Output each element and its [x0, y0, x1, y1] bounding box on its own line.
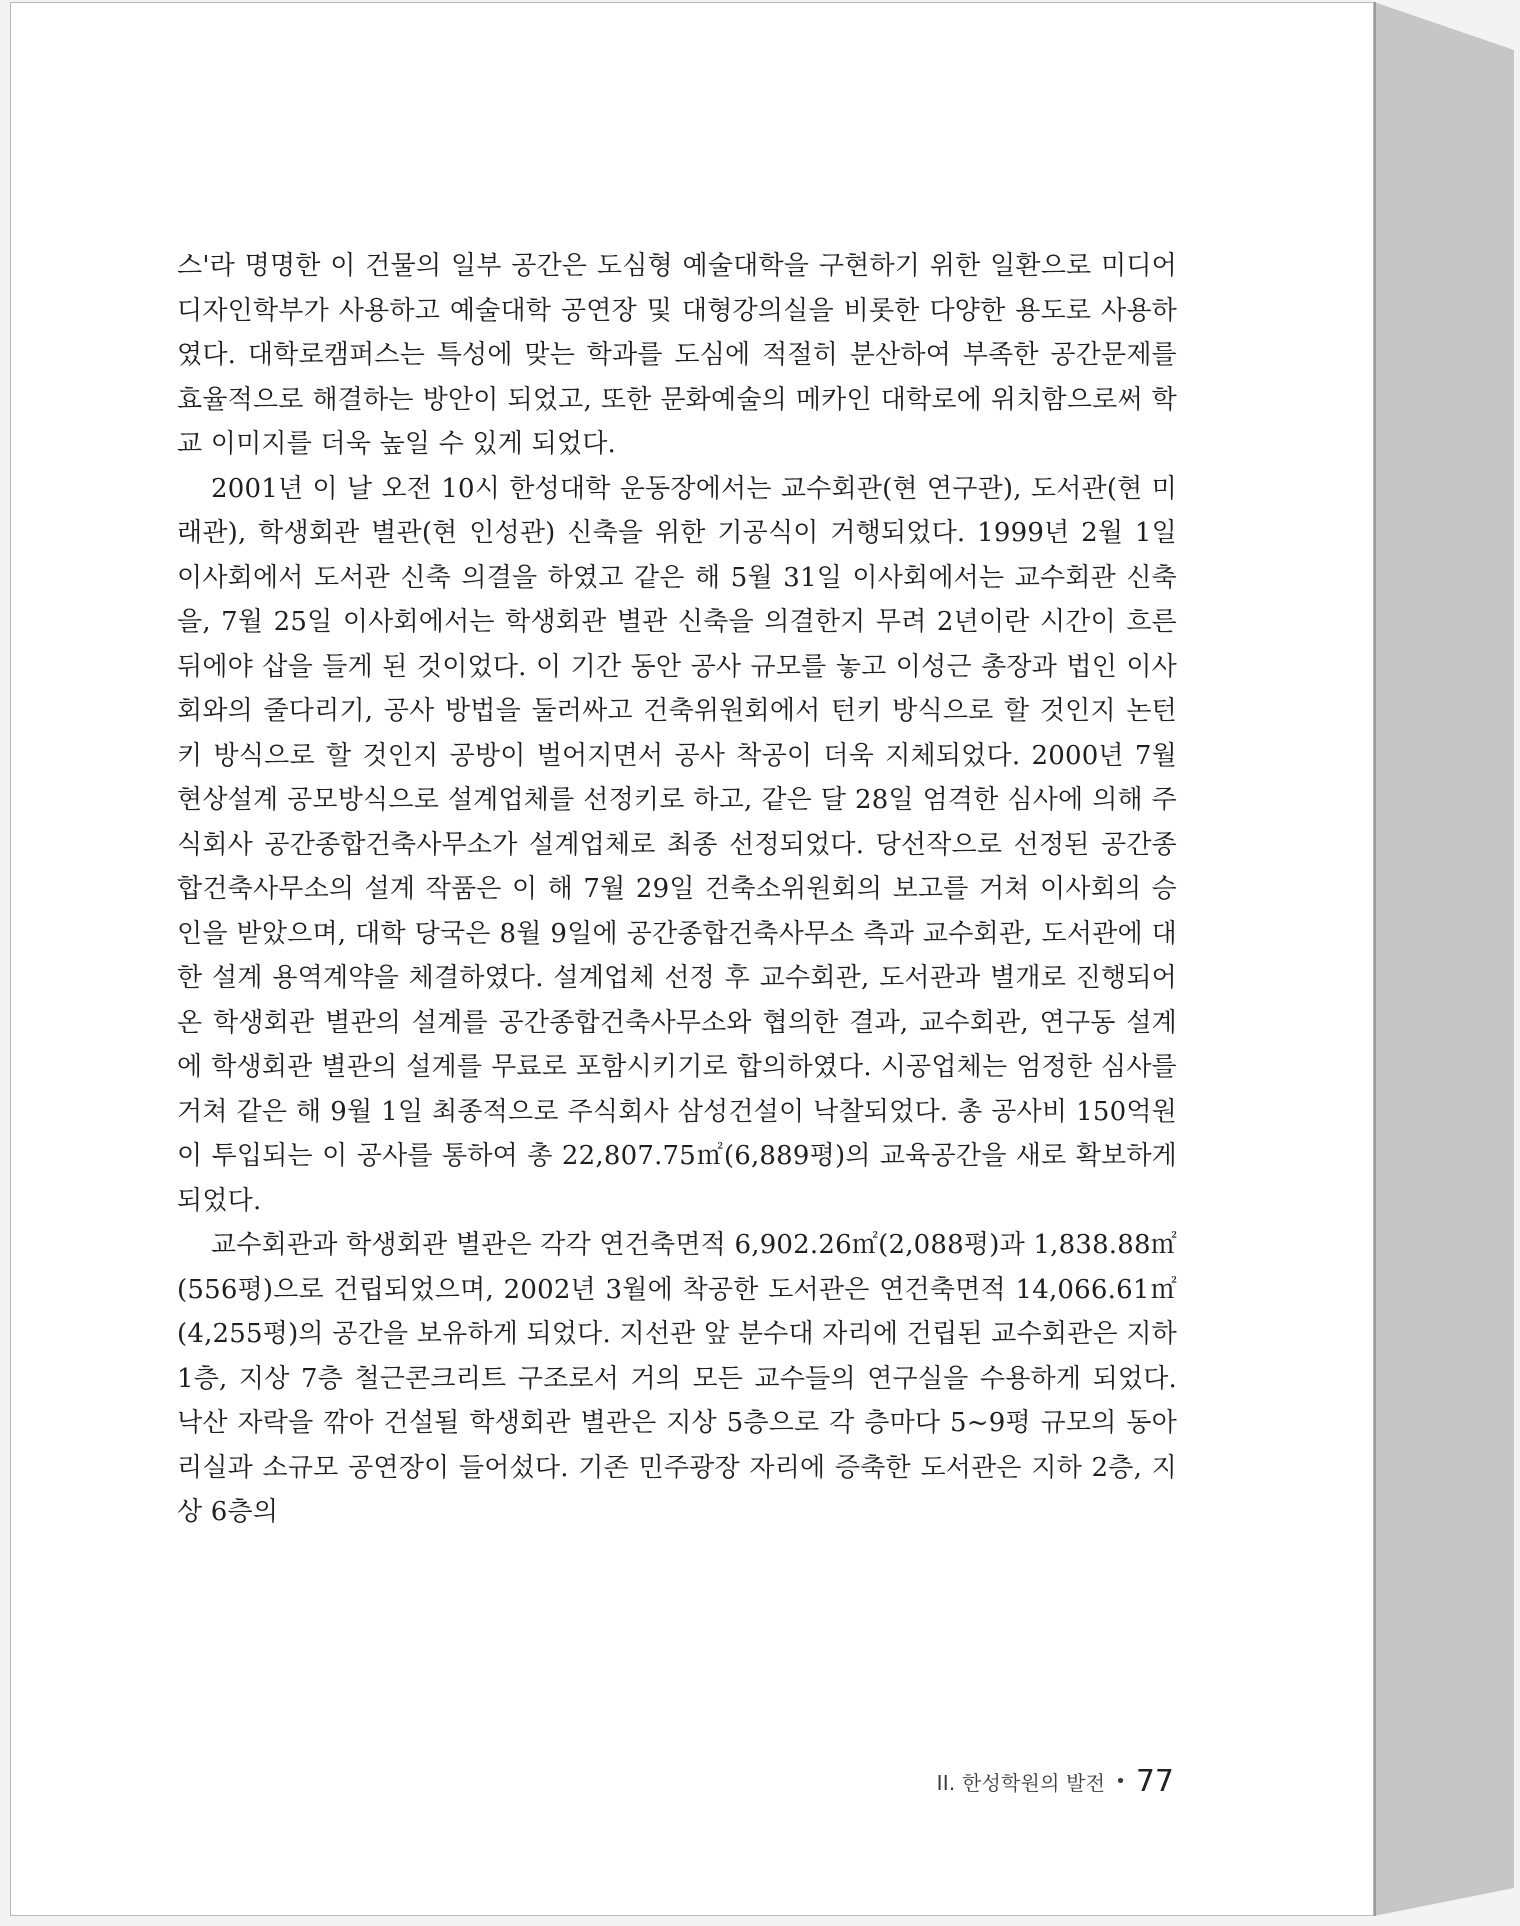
- paragraph-3: 교수회관과 학생회관 별관은 각각 연건축면적 6,902.26㎡(2,088평)과 1,838.88㎡(556평)으로 건립되었으며, 2002년 3월에 착공한 도서관은 연건축면적 14,066.61㎡(4,255평)의 공간을 보유하게 되었다. 지선관 앞 분수대 자리에 건립된 교수회관은 지하 1층, 지상 7층 철근콘크리트 구조로서 거의 모든 교수들의 연구실을 수용하게 되었다. 낙산 자락을 깎아 건설될 학생회관 별관은 지상 5층으로 각 층마다 5~9평 규모의 동아리실과 소규모 공연장이 들어섰다. 기존 민주광장 자리에 증축한 도서관은 지하 2층, 지상 6층의: [177, 1230, 1177, 1527]
- page-body: [177, 244, 1177, 1535]
- footer-bullet: •: [1115, 1770, 1126, 1792]
- book-spine: [1374, 2, 1514, 1916]
- paragraph-2: 2001년 이 날 오전 10시 한성대학 운동장에서는 교수회관(현 연구관), 도서관(현 미래관), 학생회관 별관(현 인성관) 신축을 위한 기공식이 거행되었다. 1999년 2월 1일 이사회에서 도서관 신축 의결을 하였고 같은 해 5월 31일 이사회에서는 교수회관 신축을, 7월 25일 이사회에서는 학생회관 별관 신축을 의결한지 무려 2년이란 시간이 흐른 뒤에야 삽을 들게 된 것이었다. 이 기간 동안 공사 규모를 놓고 이성근 총장과 법인 이사회와의 줄다리기, 공사 방법을 둘러싸고 건축위원회에서 턴키 방식으로 할 것인지 논턴키 방식으로 할 것인지 공방이 벌어지면서 공사 착공이 더욱 지체되었다. 2000년 7월 현상설계 공모방식으로 설계업체를 선정키로 하고, 같은 달 28일 엄격한 심사에 의해 주식회사 공간종합건축사무소가 설계업체로 최종 선정되었다. 당선작으로 선정된 공간종합건축사무소의 설계 작품은 이 해 7월 29일 건축소위원회의 보고를 거쳐 이사회의 승인을 받았으며, 대학 당국은 8월 9일에 공간종합건축사무소 측과 교수회관, 도서관에 대한 설계 용역계약을 체결하였다. 설계업체 선정 후 교수회관, 도서관과 별개로 진행되어 온 학생회관 별관의 설계를 공간종합건축사무소와 협의한 결과, 교수회관, 연구동 설계에 학생회관 별관의 설계를 무료로 포함시키기로 합의하였다. 시공업체는 엄정한 심사를 거쳐 같은 해 9월 1일 최종적으로 주식회사 삼성건설이 낙찰되었다. 총 공사비 150억원이 투입되는 이 공사를 통하여 총 22,807.75㎡(6,889평)의 교육공간을 새로 확보하게 되었다.: [177, 473, 1177, 1216]
- paragraph-1: 스'라 명명한 이 건물의 일부 공간은 도심형 예술대학을 구현하기 위한 일환으로 미디어디자인학부가 사용하고 예술대학 공연장 및 대형강의실을 비롯한 다양한 용도로 사용하였다. 대학로캠퍼스는 특성에 맞는 학과를 도심에 적절히 분산하여 부족한 공간문제를 효율적으로 해결하는 방안이 되었고, 또한 문화예술의 메카인 대학로에 위치함으로써 학교 이미지를 더욱 높일 수 있게 되었다.: [177, 251, 1177, 459]
- page-edge-divider: [1374, 2, 1376, 1916]
- page-number: 77: [1135, 1764, 1174, 1799]
- footer-section-title: II. 한성학원의 발전: [936, 1771, 1106, 1795]
- page-footer: [937, 1764, 1174, 1799]
